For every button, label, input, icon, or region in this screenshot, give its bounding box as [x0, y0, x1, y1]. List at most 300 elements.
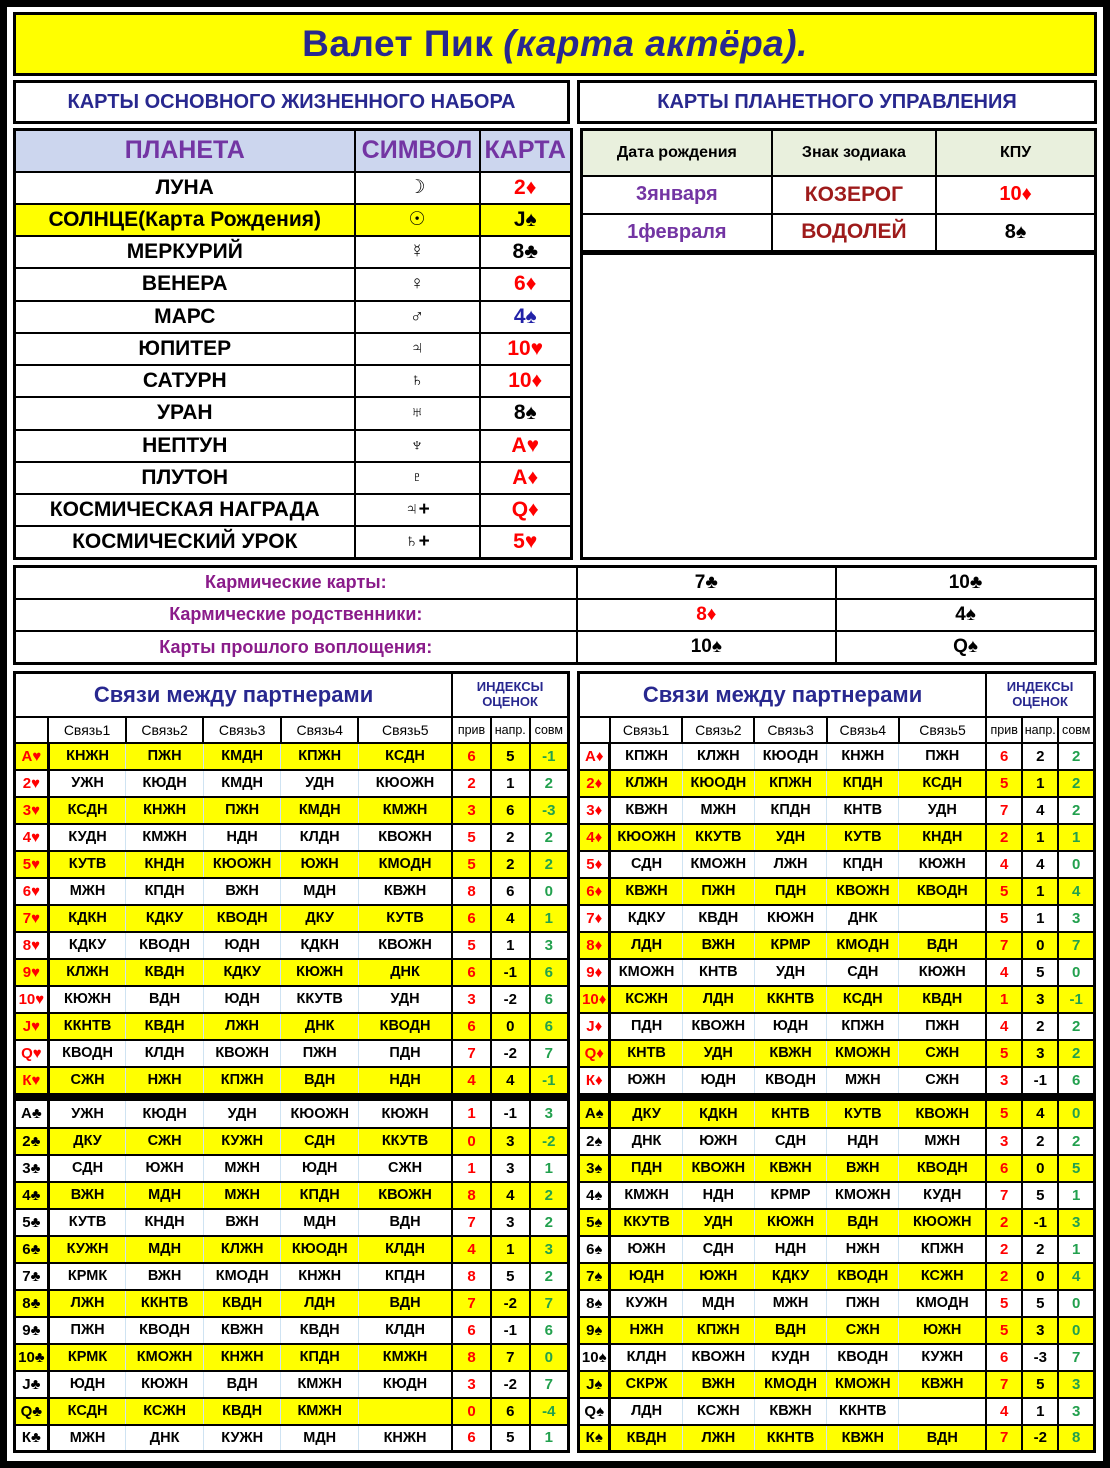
- col-sovm: совм: [530, 717, 569, 743]
- planet-card-value: 6♦: [480, 268, 572, 300]
- link-1: КПЖН: [610, 743, 682, 770]
- link-1: МЖН: [48, 878, 126, 905]
- link-5: КВОДН: [899, 1155, 986, 1182]
- links-row: [15, 1067, 569, 1094]
- planet-name: КОСМИЧЕСКАЯ НАГРАДА: [15, 494, 355, 526]
- birth-date-table: [580, 128, 1097, 253]
- card-label: 8♦: [579, 932, 610, 959]
- link-4: НЖН: [827, 1236, 899, 1263]
- val-sovm: 3: [530, 1236, 569, 1263]
- link-2: КВДН: [126, 959, 204, 986]
- planet-row: [15, 365, 572, 397]
- planet-symbol-icon: ♆: [355, 430, 480, 462]
- link-4: ВЖН: [827, 1155, 899, 1182]
- val-priv: 7: [452, 1209, 491, 1236]
- planet-symbol-icon: ♄: [355, 365, 480, 397]
- link-5: КЮЖН: [358, 1101, 452, 1128]
- val-priv: 7: [986, 1182, 1022, 1209]
- card-col-header: КАРТА: [480, 130, 572, 172]
- card-label: 2♦: [579, 770, 610, 797]
- links-left-clubs-body: [15, 1101, 569, 1452]
- planet-row: [15, 301, 572, 333]
- links-row: [579, 986, 1095, 1013]
- karmic-label: Карты прошлого воплощения:: [15, 631, 577, 663]
- val-sovm: 2: [1058, 1128, 1094, 1155]
- planet-card-value: Q♦: [480, 494, 572, 526]
- link-2: ПЖН: [682, 878, 754, 905]
- links-row: [15, 959, 569, 986]
- link-4: КНЖН: [827, 743, 899, 770]
- val-napr: -2: [1022, 1425, 1058, 1452]
- val-priv: 6: [452, 1013, 491, 1040]
- link-3: КЮОЖН: [203, 851, 281, 878]
- planet-name: ЮПИТЕР: [15, 333, 355, 365]
- link-3: КДКУ: [754, 1263, 826, 1290]
- val-napr: 0: [1022, 1155, 1058, 1182]
- link-1: КМЖН: [610, 1182, 682, 1209]
- page-title-paren: (карта актёра).: [503, 23, 808, 64]
- link-1: ПДН: [610, 1155, 682, 1182]
- section-header-planetary: КАРТЫ ПЛАНЕТНОГО УПРАВЛЕНИЯ: [577, 80, 1097, 124]
- link-2: КЛЖН: [682, 743, 754, 770]
- link-2: КВОДН: [126, 1317, 204, 1344]
- planet-row: [15, 526, 572, 558]
- val-napr: 5: [491, 1425, 530, 1452]
- planet-row: [15, 462, 572, 494]
- link-4: КПДН: [281, 1344, 359, 1371]
- card-label: 5♦: [579, 851, 610, 878]
- col-link3: Связь3: [754, 717, 826, 743]
- val-napr: 2: [491, 851, 530, 878]
- link-1: ПЖН: [48, 1317, 126, 1344]
- col-priv: прив: [452, 717, 491, 743]
- val-priv: 6: [452, 905, 491, 932]
- planet-symbol-icon: ☉: [355, 204, 480, 236]
- link-2: КМЖН: [126, 824, 204, 851]
- val-sovm: 2: [530, 770, 569, 797]
- card-label: 3♥: [15, 797, 49, 824]
- link-5: [899, 1398, 986, 1425]
- karmic-table-body: [15, 567, 1096, 664]
- link-1: ВЖН: [48, 1182, 126, 1209]
- link-3: КУЖН: [203, 1128, 281, 1155]
- link-2: ЮДН: [682, 1067, 754, 1094]
- col-link2: Связь2: [126, 717, 204, 743]
- val-priv: 6: [452, 959, 491, 986]
- col-link5: Связь5: [358, 717, 452, 743]
- planet-name: НЕПТУН: [15, 430, 355, 462]
- val-priv: 2: [986, 1236, 1022, 1263]
- planet-card-value: 2♦: [480, 172, 572, 204]
- val-priv: 2: [986, 824, 1022, 851]
- link-5: КВОЖН: [899, 1101, 986, 1128]
- links-row: [579, 797, 1095, 824]
- val-priv: 2: [452, 770, 491, 797]
- col-napr: напр.: [1022, 717, 1058, 743]
- link-5: КЮОЖН: [358, 770, 452, 797]
- val-priv: 4: [986, 851, 1022, 878]
- link-4: КПДН: [281, 1182, 359, 1209]
- link-3: КЮЖН: [754, 1209, 826, 1236]
- karmic-card-2: 4♠: [836, 599, 1095, 631]
- link-3: КПЖН: [203, 1067, 281, 1094]
- link-5: КСДН: [899, 770, 986, 797]
- karmic-card-2: Q♠: [836, 631, 1095, 663]
- card-label: 4♥: [15, 824, 49, 851]
- link-2: ПЖН: [126, 743, 204, 770]
- val-napr: 5: [491, 1263, 530, 1290]
- birth-table-body: [582, 176, 1096, 252]
- col-link2: Связь2: [682, 717, 754, 743]
- kpu-card: 10♦: [936, 176, 1095, 214]
- links-row: [15, 1290, 569, 1317]
- planet-symbol-icon: ☿: [355, 236, 480, 268]
- val-sovm: 3: [1058, 905, 1094, 932]
- link-5: КЮЖН: [899, 959, 986, 986]
- links-row: [579, 1155, 1095, 1182]
- val-priv: 3: [986, 1067, 1022, 1094]
- links-row: [579, 1290, 1095, 1317]
- val-sovm: 0: [1058, 1317, 1094, 1344]
- val-sovm: -1: [530, 1067, 569, 1094]
- links-left-subheader: [15, 717, 569, 743]
- planet-row: [15, 268, 572, 300]
- val-priv: 6: [452, 1425, 491, 1452]
- link-5: КУЖН: [899, 1344, 986, 1371]
- link-1: СДН: [610, 851, 682, 878]
- val-sovm: 0: [530, 1344, 569, 1371]
- link-3: КРМР: [754, 932, 826, 959]
- card-label: Q♦: [579, 1040, 610, 1067]
- planet-symbol-icon: ♄+: [355, 526, 480, 558]
- planet-table: [13, 128, 573, 560]
- val-napr: 5: [491, 743, 530, 770]
- link-5: КВОЖН: [358, 1182, 452, 1209]
- val-napr: 1: [1022, 878, 1058, 905]
- link-3: НДН: [754, 1236, 826, 1263]
- link-5: ПДН: [358, 1040, 452, 1067]
- val-priv: 6: [452, 1317, 491, 1344]
- link-4: КПДН: [827, 770, 899, 797]
- link-2: КВОЖН: [682, 1344, 754, 1371]
- planet-card-value: 8♣: [480, 236, 572, 268]
- link-4: ДКУ: [281, 905, 359, 932]
- links-row: [579, 1067, 1095, 1094]
- link-5: СЖН: [358, 1155, 452, 1182]
- link-5: КУТВ: [358, 905, 452, 932]
- card-label: К♠: [579, 1425, 610, 1452]
- link-2: КВОЖН: [682, 1013, 754, 1040]
- links-right-title: Связи между партнерами: [579, 673, 987, 717]
- link-3: КУДН: [754, 1344, 826, 1371]
- link-2: НДН: [682, 1182, 754, 1209]
- links-left-title-row: [15, 673, 569, 717]
- card-label: 7♦: [579, 905, 610, 932]
- val-sovm: 6: [530, 1013, 569, 1040]
- link-4: КВЖН: [827, 1425, 899, 1452]
- link-4: КПЖН: [281, 743, 359, 770]
- links-row: [579, 1236, 1095, 1263]
- link-5: СЖН: [899, 1040, 986, 1067]
- val-napr: 0: [1022, 932, 1058, 959]
- upper-section: [13, 128, 1097, 560]
- link-4: КВОДН: [827, 1344, 899, 1371]
- link-2: ЛДН: [682, 986, 754, 1013]
- links-row: [579, 878, 1095, 905]
- karmic-label: Кармические родственники:: [15, 599, 577, 631]
- link-1: ЛДН: [610, 1398, 682, 1425]
- planet-row: [15, 172, 572, 204]
- planet-symbol-icon: ♃: [355, 333, 480, 365]
- val-napr: -1: [491, 1317, 530, 1344]
- planet-name: САТУРН: [15, 365, 355, 397]
- val-priv: 7: [986, 1425, 1022, 1452]
- planet-name: МЕРКУРИЙ: [15, 236, 355, 268]
- links-row: [15, 932, 569, 959]
- val-priv: 6: [986, 1155, 1022, 1182]
- val-priv: 4: [452, 1067, 491, 1094]
- links-row: [579, 959, 1095, 986]
- val-napr: 4: [1022, 797, 1058, 824]
- val-sovm: 6: [530, 959, 569, 986]
- karmic-card-1: 7♣: [577, 567, 836, 599]
- val-napr: -3: [1022, 1344, 1058, 1371]
- link-3: ПДН: [754, 878, 826, 905]
- val-napr: -2: [491, 1290, 530, 1317]
- val-napr: 6: [491, 1398, 530, 1425]
- val-priv: 5: [986, 905, 1022, 932]
- link-4: КНЖН: [281, 1263, 359, 1290]
- link-3: МЖН: [203, 1155, 281, 1182]
- link-4: СЖН: [827, 1317, 899, 1344]
- link-4: СДН: [281, 1128, 359, 1155]
- link-1: КУДН: [48, 824, 126, 851]
- card-label: 4♣: [15, 1182, 49, 1209]
- link-3: КЮЖН: [754, 905, 826, 932]
- link-4: КВОДН: [827, 1263, 899, 1290]
- link-5: КПДН: [358, 1263, 452, 1290]
- val-priv: 5: [986, 1290, 1022, 1317]
- links-row: [15, 1398, 569, 1425]
- link-2: КНДН: [126, 1209, 204, 1236]
- birth-table-header: [582, 130, 1096, 176]
- val-sovm: -1: [1058, 986, 1094, 1013]
- val-sovm: 7: [530, 1371, 569, 1398]
- val-napr: 1: [491, 932, 530, 959]
- planet-table-body: [15, 172, 572, 559]
- link-1: КУЖН: [610, 1290, 682, 1317]
- karmic-card-2: 10♣: [836, 567, 1095, 599]
- link-2: МДН: [682, 1290, 754, 1317]
- link-5: КЮОЖН: [899, 1209, 986, 1236]
- link-5: КВЖН: [899, 1371, 986, 1398]
- birth-row: [582, 214, 1096, 252]
- val-sovm: 2: [1058, 1040, 1094, 1067]
- val-priv: 0: [452, 1128, 491, 1155]
- links-row: [579, 1128, 1095, 1155]
- card-label: 8♣: [15, 1290, 49, 1317]
- val-sovm: -4: [530, 1398, 569, 1425]
- val-napr: 5: [1022, 1371, 1058, 1398]
- link-1: ДКУ: [48, 1128, 126, 1155]
- val-priv: 0: [452, 1398, 491, 1425]
- zodiac-sign: ВОДОЛЕЙ: [772, 214, 936, 252]
- val-napr: 3: [1022, 1040, 1058, 1067]
- link-5: КСЖН: [899, 1263, 986, 1290]
- card-label: 9♠: [579, 1317, 610, 1344]
- link-1: ЮЖН: [610, 1236, 682, 1263]
- val-napr: 4: [491, 1182, 530, 1209]
- val-priv: 7: [986, 797, 1022, 824]
- link-2: КВДН: [682, 905, 754, 932]
- link-2: НЖН: [126, 1067, 204, 1094]
- karmic-label: Кармические карты:: [15, 567, 577, 599]
- link-3: КВДН: [203, 1398, 281, 1425]
- planet-table-header: [15, 130, 572, 172]
- links-row: [15, 1425, 569, 1452]
- link-2: КСЖН: [682, 1398, 754, 1425]
- card-label: J♦: [579, 1013, 610, 1040]
- val-sovm: -3: [530, 797, 569, 824]
- planet-symbol-icon: ♇: [355, 462, 480, 494]
- link-4: ПЖН: [281, 1040, 359, 1067]
- link-2: ЮЖН: [682, 1128, 754, 1155]
- planet-card-value: 5♥: [480, 526, 572, 558]
- link-1: КДКУ: [48, 932, 126, 959]
- link-4: КМЖН: [281, 1398, 359, 1425]
- card-label: J♠: [579, 1371, 610, 1398]
- link-2: КВОЖН: [682, 1155, 754, 1182]
- link-5: КНЖН: [358, 1425, 452, 1452]
- val-sovm: 6: [530, 1317, 569, 1344]
- val-sovm: 2: [530, 824, 569, 851]
- link-1: КСДН: [48, 797, 126, 824]
- val-sovm: -2: [530, 1128, 569, 1155]
- links-row: [579, 1317, 1095, 1344]
- card-label: 2♣: [15, 1128, 49, 1155]
- section-headers: [13, 80, 1097, 124]
- val-sovm: 0: [1058, 851, 1094, 878]
- card-label: 4♠: [579, 1182, 610, 1209]
- link-5: КВОДН: [899, 878, 986, 905]
- planet-symbol-icon: ♂: [355, 301, 480, 333]
- partner-links-section: [13, 671, 1097, 1456]
- links-row: [579, 824, 1095, 851]
- links-row: [15, 770, 569, 797]
- link-1: ЛЖН: [48, 1290, 126, 1317]
- link-2: ЮЖН: [126, 1155, 204, 1182]
- link-5: КВОЖН: [358, 824, 452, 851]
- card-label: 6♣: [15, 1236, 49, 1263]
- links-row: [579, 1182, 1095, 1209]
- val-priv: 2: [986, 1263, 1022, 1290]
- link-3: КПЖН: [754, 770, 826, 797]
- card-label: 10♠: [579, 1344, 610, 1371]
- links-row: [579, 1101, 1095, 1128]
- link-1: КУЖН: [48, 1236, 126, 1263]
- card-label: 10♣: [15, 1344, 49, 1371]
- link-4: ККНТВ: [827, 1398, 899, 1425]
- link-4: МДН: [281, 1209, 359, 1236]
- link-1: КВДН: [610, 1425, 682, 1452]
- link-4: КМОЖН: [827, 1040, 899, 1067]
- link-4: КМОЖН: [827, 1371, 899, 1398]
- link-1: КЮЖН: [48, 986, 126, 1013]
- link-5: НДН: [358, 1067, 452, 1094]
- link-5: КСДН: [358, 743, 452, 770]
- link-2: МДН: [126, 1236, 204, 1263]
- link-5: КВОДН: [358, 1013, 452, 1040]
- link-2: УДН: [682, 1209, 754, 1236]
- val-sovm: 2: [1058, 770, 1094, 797]
- link-3: КЛЖН: [203, 1236, 281, 1263]
- link-2: ДНК: [126, 1425, 204, 1452]
- val-priv: 5: [986, 878, 1022, 905]
- val-napr: 2: [1022, 743, 1058, 770]
- link-1: ДНК: [610, 1128, 682, 1155]
- link-4: ПЖН: [827, 1290, 899, 1317]
- links-row: [15, 1155, 569, 1182]
- val-priv: 7: [986, 932, 1022, 959]
- val-sovm: 2: [530, 1263, 569, 1290]
- card-label: 3♣: [15, 1155, 49, 1182]
- link-2: ККНТВ: [126, 1290, 204, 1317]
- val-napr: -1: [491, 1101, 530, 1128]
- val-napr: -1: [491, 959, 530, 986]
- card-label: 6♥: [15, 878, 49, 905]
- link-3: ЮДН: [203, 986, 281, 1013]
- zodiac-sign: КОЗЕРОГ: [772, 176, 936, 214]
- section-header-life-set: КАРТЫ ОСНОВНОГО ЖИЗНЕННОГО НАБОРА: [13, 80, 570, 124]
- val-priv: 8: [452, 1263, 491, 1290]
- val-priv: 1: [452, 1155, 491, 1182]
- link-4: МЖН: [827, 1067, 899, 1094]
- link-4: КПЖН: [827, 1013, 899, 1040]
- val-priv: 1: [452, 1101, 491, 1128]
- link-4: НДН: [827, 1128, 899, 1155]
- val-priv: 3: [986, 1128, 1022, 1155]
- card-label: 8♠: [579, 1290, 610, 1317]
- link-5: УДН: [899, 797, 986, 824]
- karmic-row: [15, 631, 1096, 663]
- links-row: [579, 905, 1095, 932]
- val-sovm: 3: [1058, 1371, 1094, 1398]
- val-napr: 3: [491, 1155, 530, 1182]
- link-3: ККНТВ: [754, 986, 826, 1013]
- val-napr: 2: [1022, 1128, 1058, 1155]
- link-4: КМОДН: [827, 932, 899, 959]
- links-right-title-row: [579, 673, 1095, 717]
- link-2: КЮОДН: [682, 770, 754, 797]
- val-priv: 4: [986, 1398, 1022, 1425]
- links-row: [579, 1040, 1095, 1067]
- card-label: А♥: [15, 743, 49, 770]
- link-2: КЛДН: [126, 1040, 204, 1067]
- card-label: А♠: [579, 1101, 610, 1128]
- val-napr: -1: [1022, 1067, 1058, 1094]
- links-row: [579, 743, 1095, 770]
- val-priv: 5: [452, 851, 491, 878]
- link-1: КУТВ: [48, 1209, 126, 1236]
- link-1: КДКУ: [610, 905, 682, 932]
- link-5: ККУТВ: [358, 1128, 452, 1155]
- link-1: КУТВ: [48, 851, 126, 878]
- link-2: ВЖН: [682, 932, 754, 959]
- val-sovm: 8: [1058, 1425, 1094, 1452]
- card-label: 7♠: [579, 1263, 610, 1290]
- link-1: НЖН: [610, 1317, 682, 1344]
- link-2: КНЖН: [126, 797, 204, 824]
